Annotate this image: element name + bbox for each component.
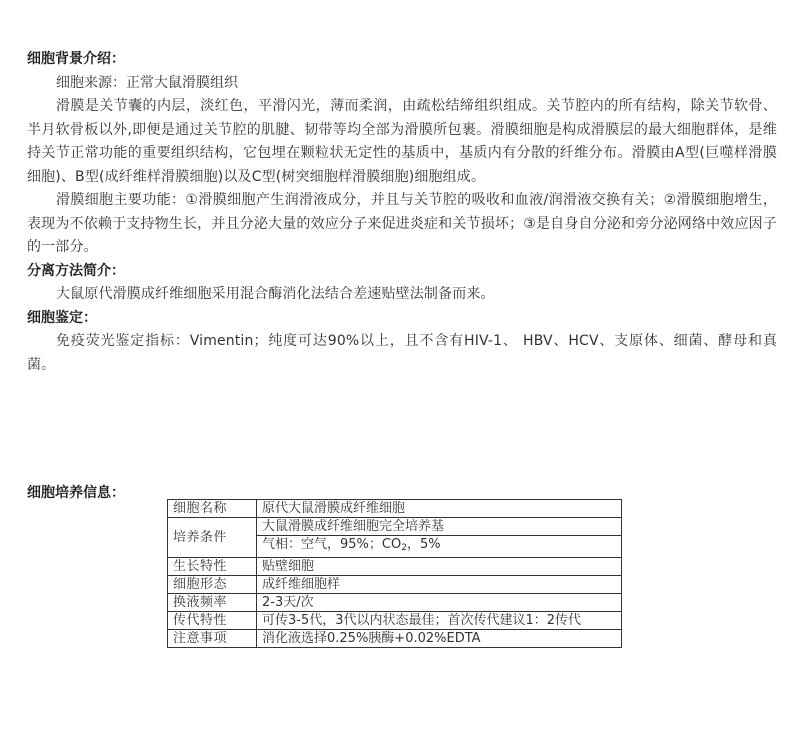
document-body: [27, 48, 777, 377]
row-value: 消化液选择0.25%胰酶+0.02%EDTA: [257, 630, 622, 648]
isolation-text: 大鼠原代滑膜成纤维细胞采用混合酶消化法结合差速贴壁法制备而来。: [56, 286, 495, 302]
table-row: [168, 594, 622, 612]
table-row: [168, 518, 622, 536]
table-row: [168, 576, 622, 594]
row-key: 细胞形态: [168, 576, 257, 594]
gas-suffix: ，5%: [406, 537, 441, 552]
identification-title: 细胞鉴定：: [27, 309, 97, 326]
culture-info-table: [167, 499, 622, 648]
row-key: 换液频率: [168, 594, 257, 612]
row-value: 成纤维细胞样: [257, 576, 622, 594]
cell-source: 细胞来源：正常大鼠滑膜组织: [56, 74, 238, 91]
row-value: 原代大鼠滑膜成纤维细胞: [257, 500, 622, 518]
row-value: 贴壁细胞: [257, 558, 622, 576]
table-row: [168, 500, 622, 518]
table-row: [168, 630, 622, 648]
gas-subscript: 2: [401, 543, 407, 553]
row-value-gas: [257, 536, 622, 558]
row-key: 传代特性: [168, 612, 257, 630]
table-row: [168, 612, 622, 630]
row-value: 可传3-5代，3代以内状态最佳；首次传代建议1：2传代: [257, 612, 622, 630]
row-key: 生长特性: [168, 558, 257, 576]
background-paragraph-1: 滑膜是关节囊的内层，淡红色，平滑闪光，薄而柔润，由疏松结缔组织组成。关节腔内的所有结构，除关节软骨、半月软骨板以外,即便是通过关节腔的肌腱、韧带等均全部为滑膜所包裹。滑膜细胞是构成滑膜层的最大细胞群体，是维持关节正常功能的重要组织结构，它包埋在颗粒状无定性的基质中，基质内有分散的纤维分布。滑膜由A型(巨噬样滑膜细胞)、B型(成纤维样滑膜细胞)以及C型(树突细胞样滑膜细胞)细胞组成。: [27, 98, 777, 185]
background-title: 细胞背景介绍：: [27, 51, 125, 67]
row-key: 注意事项: [168, 630, 257, 648]
identification-text: 免疫荧光鉴定指标：Vimentin；纯度可达90%以上，且不含有HIV-1、 HBV、HCV、支原体、细菌、酵母和真菌。: [27, 333, 777, 373]
row-value: 2-3天/次: [257, 594, 622, 612]
isolation-title: 分离方法简介：: [27, 262, 125, 279]
background-paragraph-2: 滑膜细胞主要功能：①滑膜细胞产生润滑液成分，并且与关节腔的吸收和血液/润滑液交换有关；②滑膜细胞增生，表现为不依赖于支持物生长，并且分泌大量的效应分子来促进炎症和关节损坏；③是自身自分泌和旁分泌网络中效应因子的一部分。: [27, 192, 777, 255]
row-key: 培养条件: [168, 518, 257, 558]
gas-prefix: 气相：空气，95%；CO: [262, 537, 402, 552]
table-row: [168, 558, 622, 576]
row-key: 细胞名称: [168, 500, 257, 518]
row-value: 大鼠滑膜成纤维细胞完全培养基: [257, 518, 622, 536]
culture-title: 细胞培养信息：: [27, 485, 125, 501]
